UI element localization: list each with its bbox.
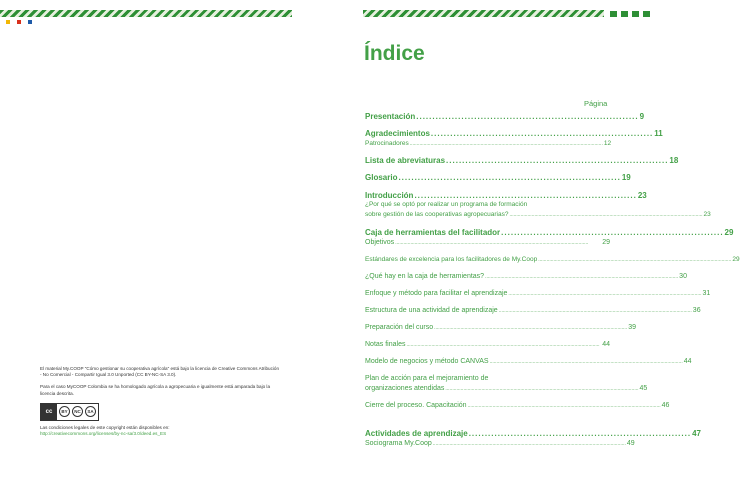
header-stripe-right [363,10,604,17]
header-stripe-left [0,10,292,17]
color-dot-blue [28,20,32,24]
toc-entry[interactable]: Caja de herramientas del facilitador ..................................................................... 29 [365,228,734,237]
toc-entry[interactable]: Estructura de una actividad de aprendizaje ........................................................................................................................................... 36 [365,307,701,314]
by-icon: BY [59,406,70,417]
toc-entry[interactable]: sobre gestión de las cooperativas agropecuarias? ........................................................................................................................................... 23 [365,211,711,218]
header-square [643,11,650,17]
toc-entry[interactable]: ¿Qué hay en la caja de herramientas? ........................................................................................................................................... 30 [365,273,687,280]
page-column-label: Página [584,99,608,108]
toc-entry[interactable]: Introducción ..................................................................... 23 [365,191,647,200]
toc-entry[interactable]: Modelo de negocios y método CANVAS ........................................................................................................................................... 44 [365,358,692,365]
header-square [621,11,628,17]
toc-entry[interactable]: Actividades de aprendizaje ..................................................................... 47 [365,429,701,438]
toc-entry[interactable]: Lista de abreviaturas ..................................................................... 18 [365,156,679,165]
toc-entry[interactable]: Estándares de excelencia para los facilitadores de My.Coop ........................................................................................................................................... 29 [365,256,740,263]
sa-icon: SA [85,406,96,417]
toc-entry[interactable]: Sociograma My.Coop ........................................................................................................................................... 49 [365,440,635,447]
toc-entry[interactable]: Glosario ..................................................................... 19 [365,173,631,182]
toc-entry[interactable]: Objetivos ........................................................................................................................................... 29 [365,239,610,246]
license-notice [40,366,280,437]
toc-entry[interactable]: organizaciones atendidas ........................................................................................................................................... 45 [365,385,648,392]
toc-entry[interactable]: Enfoque y método para facilitar el aprendizaje ........................................................................................................................................... 31 [365,290,711,297]
toc-entry[interactable]: Patrocinadores ........................................................................................................................................... 12 [365,140,612,147]
cc-logo: cc [41,404,57,420]
page-title: Índice [364,42,425,65]
toc-entry-line[interactable]: ¿Por qué se optó por realizar un programa de formación [365,201,528,208]
toc-entry[interactable]: Notas finales ........................................................................................................................................... 44 [365,341,610,348]
header-square [610,11,617,17]
cc-license-badge [40,403,99,421]
license-paragraph: El material My.COOP "Cómo gestionar su cooperativa agrícola" está bajo la licencia de Creative Commons Atribución - No Comercial - Compartir Igual 3.0 Unported (CC BY-NC-SA 3.0). [40,366,280,378]
toc-entry[interactable]: Preparación del curso ........................................................................................................................................... 39 [365,324,636,331]
license-url-link[interactable]: http://creativecommons.org/licenses/by-nc-sa/3.0/deed.es_ES [40,431,167,437]
header-square [632,11,639,17]
color-dot-red [17,20,21,24]
color-dot-yellow [6,20,10,24]
toc-entry[interactable]: Cierre del proceso. Capacitación ........................................................................................................................................... 46 [365,402,670,409]
toc-entry-line[interactable]: Plan de acción para el mejoramiento de [365,375,489,382]
nc-icon: NC [72,406,83,417]
toc-entry[interactable]: Agradecimientos ..................................................................... 11 [365,129,663,138]
license-paragraph: Para el caso MyCOOP Colombia se ha homologado agrícola a agropecuaria e igualmente está amparada bajo la licencia descrita. [40,384,270,396]
license-paragraph: Las condiciones legales de este copyright están disponibles en: [40,424,170,430]
toc-entry[interactable]: Presentación ..................................................................... 9 [365,112,645,121]
